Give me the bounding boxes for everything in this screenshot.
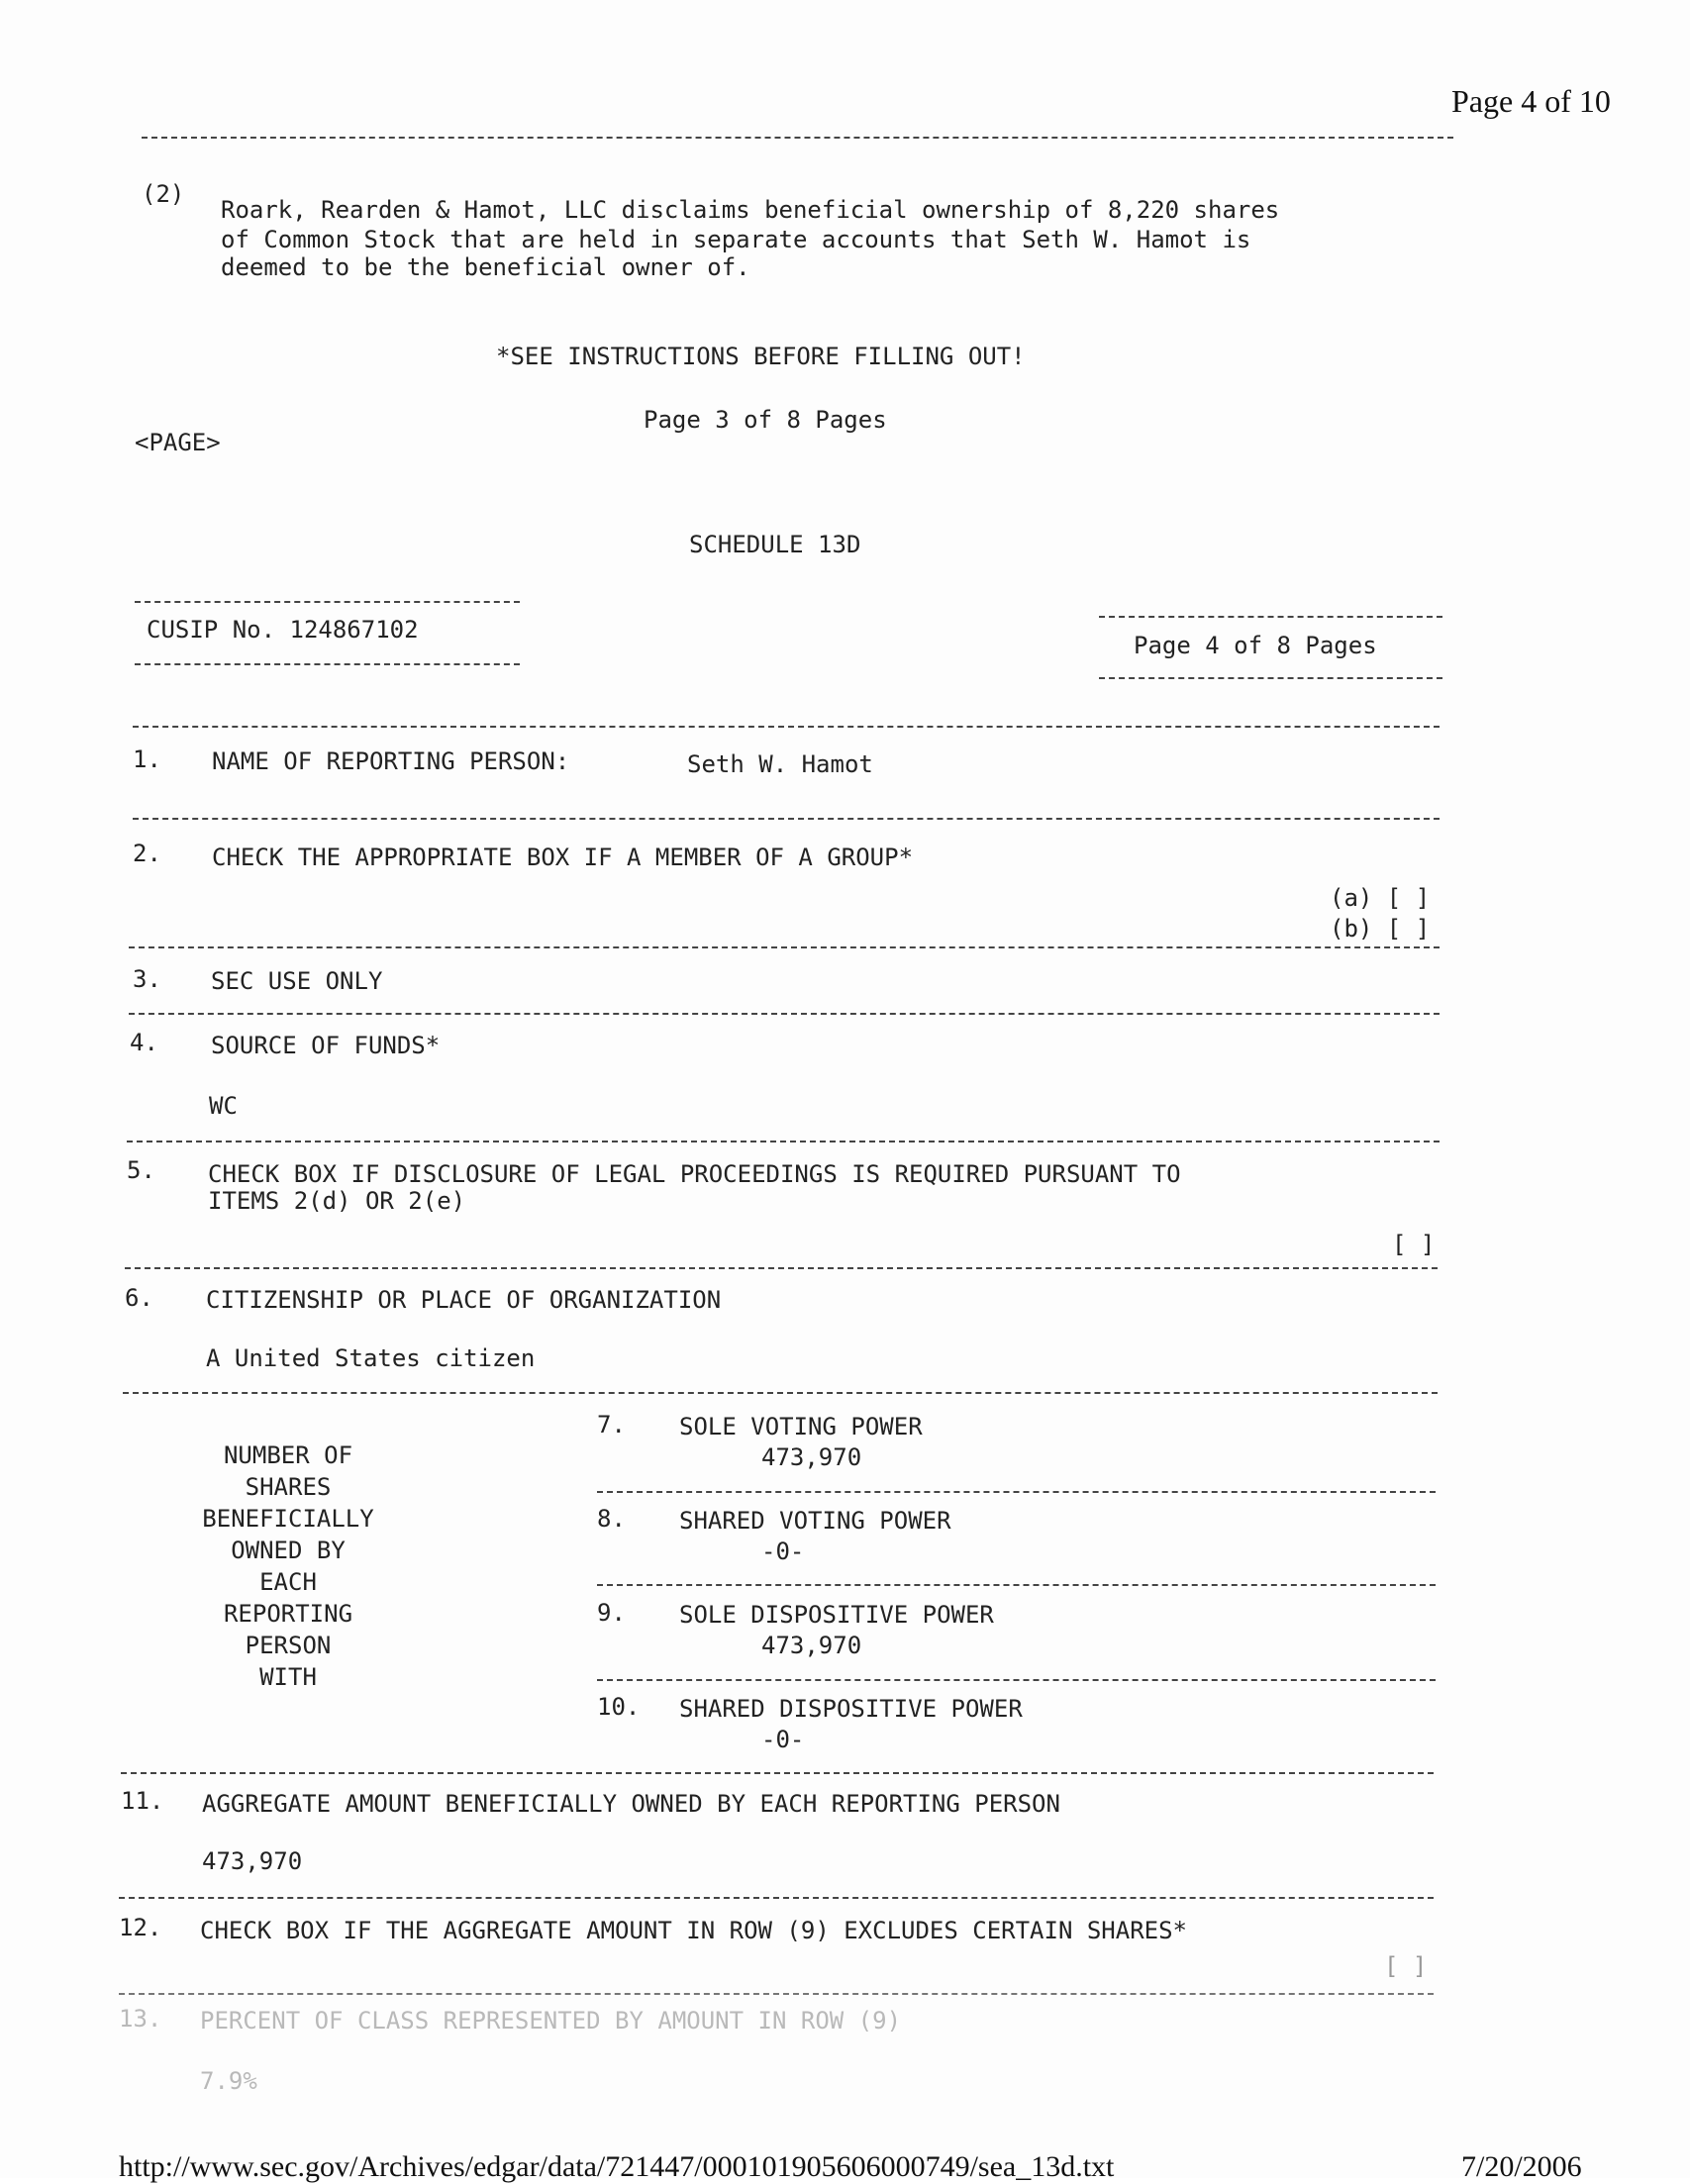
footnote-number: (2) (142, 180, 185, 208)
divider-line (135, 663, 520, 665)
divider-line (597, 1491, 1436, 1493)
item-5-label-line-1: CHECK BOX IF DISCLOSURE OF LEGAL PROCEEDINGS IS REQUIRED PURSUANT TO (208, 1160, 1181, 1188)
shares-label-line: SHARES (245, 1473, 332, 1501)
footnote-line-3: deemed to be the beneficial owner of. (221, 253, 750, 281)
page-label: Page 4 of 8 Pages (1134, 632, 1377, 659)
shares-label-line: EACH (259, 1568, 317, 1596)
item-8-label: SHARED VOTING POWER (679, 1507, 951, 1535)
item-10-label: SHARED DISPOSITIVE POWER (679, 1695, 1023, 1723)
shares-label-line: REPORTING (223, 1600, 353, 1628)
divider-line (135, 601, 520, 603)
excludes-shares-checkbox[interactable]: [ ] (1384, 1952, 1428, 1980)
divider-line (129, 1013, 1440, 1015)
item-4-label: SOURCE OF FUNDS* (211, 1032, 441, 1059)
page-tag: <PAGE> (135, 429, 221, 456)
shares-label-line: OWNED BY (231, 1537, 346, 1564)
item-6-label: CITIZENSHIP OR PLACE OF ORGANIZATION (206, 1286, 722, 1314)
shares-label-line: WITH (259, 1663, 317, 1691)
item-11-label: AGGREGATE AMOUNT BENEFICIALLY OWNED BY EACH REPORTING PERSON (202, 1790, 1060, 1818)
item-13-label: PERCENT OF CLASS REPRESENTED BY AMOUNT IN ROW (9) (200, 2007, 902, 2035)
item-8-value: -0- (761, 1538, 805, 1565)
item-8-number: 8. (597, 1505, 626, 1533)
previous-page-label: Page 3 of 8 Pages (644, 406, 887, 434)
item-5-number: 5. (127, 1156, 155, 1184)
item-2-label: CHECK THE APPROPRIATE BOX IF A MEMBER OF A GROUP* (212, 844, 914, 871)
divider-line (597, 1679, 1436, 1681)
item-6-number: 6. (125, 1284, 153, 1312)
item-12-number: 12. (119, 1914, 162, 1941)
divider-line (129, 946, 1440, 948)
item-10-value: -0- (761, 1726, 805, 1753)
shares-label-line: BENEFICIALLY (202, 1505, 374, 1533)
item-9-label: SOLE DISPOSITIVE POWER (679, 1601, 994, 1629)
footnote-line-1: Roark, Rearden & Hamot, LLC disclaims beneficial ownership of 8,220 shares (221, 196, 1280, 224)
item-7-label: SOLE VOTING POWER (679, 1413, 923, 1440)
item-1-label: NAME OF REPORTING PERSON: (212, 747, 570, 775)
group-checkbox-a[interactable]: (a) [ ] (1330, 884, 1431, 912)
divider-line (125, 1267, 1438, 1269)
item-9-value: 473,970 (761, 1632, 862, 1659)
item-1-number: 1. (133, 745, 161, 773)
item-4-value: WC (209, 1092, 238, 1120)
page-counter: Page 4 of 10 (1451, 83, 1611, 119)
footer-date: 7/20/2006 (1461, 2150, 1582, 2183)
item-7-number: 7. (597, 1411, 626, 1439)
shares-label-line: PERSON (245, 1632, 332, 1659)
item-10-number: 10. (597, 1693, 641, 1721)
divider-line (127, 1141, 1440, 1142)
schedule-title: SCHEDULE 13D (689, 531, 861, 558)
footer-url: http://www.sec.gov/Archives/edgar/data/721447/000101905606000749/sea_13d.txt (119, 2150, 1115, 2183)
divider-line (1099, 616, 1442, 618)
item-1-value: Seth W. Hamot (687, 750, 873, 778)
divider-line (597, 1584, 1436, 1586)
divider-line (123, 1392, 1438, 1394)
item-13-number: 13. (119, 2005, 162, 2033)
divider-line (133, 818, 1440, 820)
item-9-number: 9. (597, 1599, 626, 1627)
group-checkbox-b[interactable]: (b) [ ] (1330, 915, 1431, 943)
item-3-label: SEC USE ONLY (211, 967, 383, 995)
shares-label-line: NUMBER OF (223, 1441, 353, 1469)
item-11-value: 473,970 (202, 1847, 303, 1875)
item-2-number: 2. (133, 840, 161, 867)
divider-line (142, 137, 1453, 139)
item-5-label-line-2: ITEMS 2(d) OR 2(e) (208, 1187, 466, 1215)
item-6-value: A United States citizen (206, 1344, 536, 1372)
shares-owned-label (125, 1439, 451, 1693)
item-11-number: 11. (121, 1787, 164, 1815)
instructions-note: *SEE INSTRUCTIONS BEFORE FILLING OUT! (496, 343, 1026, 370)
item-4-number: 4. (130, 1029, 158, 1056)
divider-line (119, 1993, 1434, 1995)
divider-line (1099, 677, 1442, 679)
item-3-number: 3. (133, 965, 161, 993)
legal-proceedings-checkbox[interactable]: [ ] (1392, 1231, 1436, 1258)
divider-line (121, 1772, 1434, 1774)
divider-line (133, 726, 1440, 728)
cusip-number: CUSIP No. 124867102 (147, 616, 419, 644)
divider-line (119, 1897, 1434, 1899)
item-7-value: 473,970 (761, 1443, 862, 1471)
item-13-value: 7.9% (200, 2067, 257, 2095)
footnote-line-2: of Common Stock that are held in separate accounts that Seth W. Hamot is (221, 226, 1251, 253)
item-12-label: CHECK BOX IF THE AGGREGATE AMOUNT IN ROW (9) EXCLUDES CERTAIN SHARES* (200, 1917, 1187, 1944)
